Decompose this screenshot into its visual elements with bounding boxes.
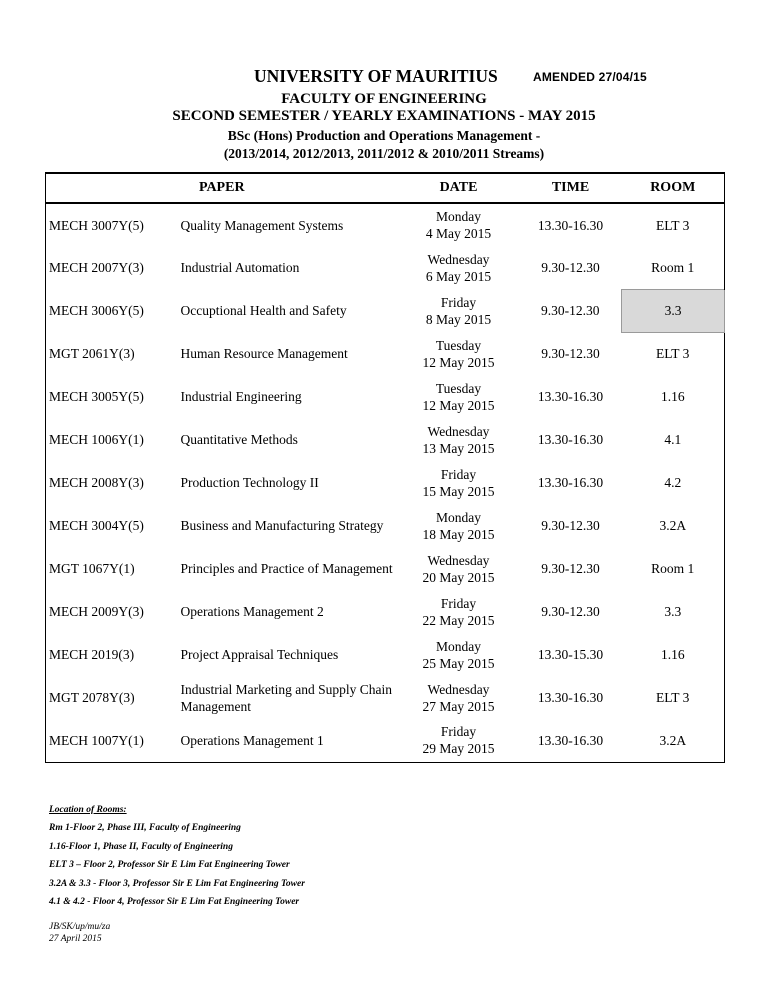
exam-time xyxy=(520,719,622,762)
exam-date-day: Wednesday xyxy=(427,423,490,439)
exam-timetable xyxy=(45,172,725,763)
exam-date-day: Friday xyxy=(440,294,477,310)
paper-title xyxy=(177,375,398,418)
paper-code xyxy=(46,504,177,547)
table-row xyxy=(46,676,725,719)
paper-title-text: Business and Manufacturing Strategy xyxy=(180,518,384,533)
exam-date-value: 25 May 2015 xyxy=(422,655,495,671)
exam-time-text: 9.30-12.30 xyxy=(541,518,600,533)
exam-date-day: Tuesday xyxy=(435,337,482,353)
exam-time-text: 13.30-16.30 xyxy=(537,732,604,748)
exam-date-value: 6 May 2015 xyxy=(425,268,492,284)
exam-date-value: 4 May 2015 xyxy=(425,226,492,241)
exam-time-text: 13.30-16.30 xyxy=(537,217,604,233)
exam-room-text: ELT 3 xyxy=(656,690,690,705)
table-row xyxy=(46,590,725,633)
exam-date-day: Monday xyxy=(436,509,481,525)
exam-date-day: Friday xyxy=(440,466,477,482)
exam-room xyxy=(622,246,725,289)
paper-code-text: MGT 2061Y(3) xyxy=(49,346,135,361)
exam-date-day: Monday xyxy=(436,638,481,654)
streams-title: (2013/2014, 2012/2013, 2011/2012 & 2010/2011 Streams) xyxy=(223,146,545,161)
exam-date-day: Friday xyxy=(440,724,477,740)
exam-date xyxy=(398,332,520,375)
table-row xyxy=(46,504,725,547)
exam-room-text: 3.2A xyxy=(659,518,687,533)
exam-room-text: ELT 3 xyxy=(656,217,690,233)
header-paper: PAPER xyxy=(46,173,398,203)
paper-code xyxy=(46,246,177,289)
paper-title-text: Operations Management 1 xyxy=(180,732,324,748)
exam-date xyxy=(398,676,520,719)
exam-date xyxy=(398,719,520,762)
paper-code-text: MGT 2078Y(3) xyxy=(49,690,135,705)
exam-date-value: 29 May 2015 xyxy=(422,741,495,757)
footer-initials: JB/SK/up/mu/za xyxy=(49,922,111,932)
paper-code-text: MECH 2008Y(3) xyxy=(49,475,144,490)
paper-title-text: Industrial Marketing and Supply Chain Management xyxy=(180,681,392,714)
exam-room xyxy=(622,547,725,590)
exam-room-text: 3.2A xyxy=(659,732,687,748)
exam-room xyxy=(622,633,725,676)
exam-time-text: 9.30-12.30 xyxy=(541,346,600,361)
exam-date-value: 20 May 2015 xyxy=(422,569,495,585)
locations-heading: Location of Rooms: xyxy=(49,805,127,815)
exam-time xyxy=(520,203,622,246)
paper-title-text: Operations Management 2 xyxy=(180,604,324,619)
exam-room xyxy=(622,590,725,633)
exam-time-text: 9.30-12.30 xyxy=(541,260,600,275)
exam-date-value: 22 May 2015 xyxy=(422,612,495,628)
paper-title xyxy=(177,246,398,289)
paper-title-text: Human Resource Management xyxy=(180,346,348,361)
exam-date-value: 27 May 2015 xyxy=(422,698,495,714)
header-room: ROOM xyxy=(622,173,725,203)
university-title: UNIVERSITY OF MAURITIUS xyxy=(254,66,498,86)
paper-title xyxy=(177,633,398,676)
exam-time-text: 13.30-16.30 xyxy=(537,432,604,447)
paper-code xyxy=(46,590,177,633)
table-row xyxy=(46,547,725,590)
room-locations xyxy=(49,801,305,911)
exam-time xyxy=(520,418,622,461)
paper-title xyxy=(177,203,398,246)
exam-date xyxy=(398,547,520,590)
paper-title-text: Industrial Automation xyxy=(180,260,300,275)
location-item: 1.16-Floor 1, Phase II, Faculty of Engineering xyxy=(49,841,233,852)
exam-room xyxy=(622,289,725,332)
document-footer xyxy=(49,921,110,945)
exam-time-text: 9.30-12.30 xyxy=(541,604,600,619)
paper-title-text: Principles and Practice of Management xyxy=(180,561,393,576)
paper-title xyxy=(177,418,398,461)
location-item: 3.2A & 3.3 - Floor 3, Professor Sir E Lim Fat Engineering Tower xyxy=(49,878,305,889)
paper-code xyxy=(46,676,177,719)
exam-date xyxy=(398,246,520,289)
exam-room-text: 1.16 xyxy=(660,647,685,662)
exam-time xyxy=(520,547,622,590)
exam-date-value: 12 May 2015 xyxy=(422,354,495,370)
exam-time xyxy=(520,504,622,547)
exam-date-day: Tuesday xyxy=(435,380,482,396)
exam-time-text: 13.30-16.30 xyxy=(537,690,604,705)
paper-title-text: Industrial Engineering xyxy=(180,389,302,404)
exam-date-value: 8 May 2015 xyxy=(425,311,492,327)
faculty-title: FACULTY OF ENGINEERING xyxy=(281,91,487,107)
exam-room-text: Room 1 xyxy=(651,259,695,275)
exam-date-value: 15 May 2015 xyxy=(422,483,495,499)
exam-room-text: Room 1 xyxy=(651,561,695,576)
paper-title xyxy=(177,504,398,547)
paper-code xyxy=(46,332,177,375)
exam-time-text: 9.30-12.30 xyxy=(541,303,600,318)
paper-title-text: Project Appraisal Techniques xyxy=(180,647,339,662)
exam-room-text: 3.3 xyxy=(664,303,682,318)
exam-date-day: Wednesday xyxy=(427,681,490,697)
exam-date xyxy=(398,504,520,547)
programme-title: BSc (Hons) Production and Operations Management - xyxy=(227,128,541,143)
exam-date xyxy=(398,633,520,676)
paper-code-text: MECH 2007Y(3) xyxy=(49,260,144,275)
paper-code-text: MECH 3005Y(5) xyxy=(49,389,144,404)
exam-date xyxy=(398,418,520,461)
exam-room xyxy=(622,203,725,246)
exam-date-value: 18 May 2015 xyxy=(422,526,495,542)
exam-room-text: 1.16 xyxy=(660,389,685,404)
paper-code-text: MGT 1067Y(1) xyxy=(49,561,135,576)
exam-room xyxy=(622,375,725,418)
table-row xyxy=(46,461,725,504)
location-item: Rm 1-Floor 2, Phase III, Faculty of Engineering xyxy=(49,823,241,834)
paper-title xyxy=(177,547,398,590)
paper-title xyxy=(177,676,398,719)
table-row xyxy=(46,246,725,289)
table-row xyxy=(46,203,725,246)
header-time: TIME xyxy=(520,173,622,203)
exam-time xyxy=(520,246,622,289)
exam-room-text: 3.3 xyxy=(664,604,682,619)
paper-code xyxy=(46,375,177,418)
exam-date-day: Wednesday xyxy=(427,552,490,568)
paper-code-text: MECH 1007Y(1) xyxy=(49,732,144,748)
exam-room-text: 4.2 xyxy=(664,475,682,490)
exam-room-text: 4.1 xyxy=(664,432,682,447)
exam-date xyxy=(398,461,520,504)
exam-time-text: 9.30-12.30 xyxy=(541,561,600,576)
table-body xyxy=(46,203,725,762)
paper-title-text: Quality Management Systems xyxy=(180,217,344,233)
exam-time xyxy=(520,289,622,332)
paper-code-text: MECH 3004Y(5) xyxy=(49,518,144,533)
exam-room-text: ELT 3 xyxy=(656,346,690,362)
paper-code-text: MECH 2019(3) xyxy=(49,647,135,662)
exam-room xyxy=(622,504,725,547)
amended-note: AMENDED 27/04/15 xyxy=(533,70,647,84)
exam-time xyxy=(520,375,622,418)
exam-date-day: Monday xyxy=(436,209,481,224)
exam-time-text: 13.30-16.30 xyxy=(537,475,604,490)
exam-date xyxy=(398,375,520,418)
paper-code-text: MECH 1006Y(1) xyxy=(49,432,144,447)
paper-code xyxy=(46,203,177,246)
paper-title xyxy=(177,289,398,332)
table-row xyxy=(46,332,725,375)
exam-time-text: 13.30-15.30 xyxy=(537,647,604,662)
location-item: ELT 3 – Floor 2, Professor Sir E Lim Fat Engineering Tower xyxy=(49,860,290,871)
paper-title xyxy=(177,461,398,504)
paper-title xyxy=(177,332,398,375)
exam-room xyxy=(622,719,725,762)
table-row xyxy=(46,633,725,676)
paper-code xyxy=(46,547,177,590)
exam-room xyxy=(622,332,725,375)
paper-code xyxy=(46,418,177,461)
exam-title: SECOND SEMESTER / YEARLY EXAMINATIONS - MAY 2015 xyxy=(172,108,596,124)
table-row xyxy=(46,418,725,461)
exam-date xyxy=(398,590,520,633)
paper-title xyxy=(177,590,398,633)
exam-time xyxy=(520,633,622,676)
exam-time xyxy=(520,676,622,719)
table-row xyxy=(46,719,725,762)
header-date: DATE xyxy=(398,173,520,203)
exam-room xyxy=(622,676,725,719)
table-row xyxy=(46,289,725,332)
exam-room xyxy=(622,461,725,504)
paper-code xyxy=(46,461,177,504)
paper-title-text: Production Technology II xyxy=(180,475,319,490)
exam-time-text: 13.30-16.30 xyxy=(537,389,604,404)
paper-code-text: MECH 3006Y(5) xyxy=(49,303,144,318)
exam-date-day: Friday xyxy=(440,595,477,611)
footer-date: 27 April 2015 xyxy=(49,934,102,944)
paper-code xyxy=(46,289,177,332)
exam-date xyxy=(398,203,520,246)
exam-date xyxy=(398,289,520,332)
table-header-row xyxy=(46,173,725,203)
paper-code-text: MECH 2009Y(3) xyxy=(49,604,144,619)
paper-title xyxy=(177,719,398,762)
exam-time xyxy=(520,590,622,633)
exam-time xyxy=(520,332,622,375)
paper-code-text: MECH 3007Y(5) xyxy=(49,217,144,233)
paper-code xyxy=(46,633,177,676)
exam-room xyxy=(622,418,725,461)
table-row xyxy=(46,375,725,418)
paper-code xyxy=(46,719,177,762)
location-item: 4.1 & 4.2 - Floor 4, Professor Sir E Lim Fat Engineering Tower xyxy=(49,897,300,908)
exam-date-value: 13 May 2015 xyxy=(422,440,495,456)
exam-time xyxy=(520,461,622,504)
paper-title-text: Quantitative Methods xyxy=(180,432,298,447)
exam-date-day: Wednesday xyxy=(427,251,490,267)
exam-date-value: 12 May 2015 xyxy=(422,397,495,413)
paper-title-text: Occuptional Health and Safety xyxy=(180,303,347,318)
